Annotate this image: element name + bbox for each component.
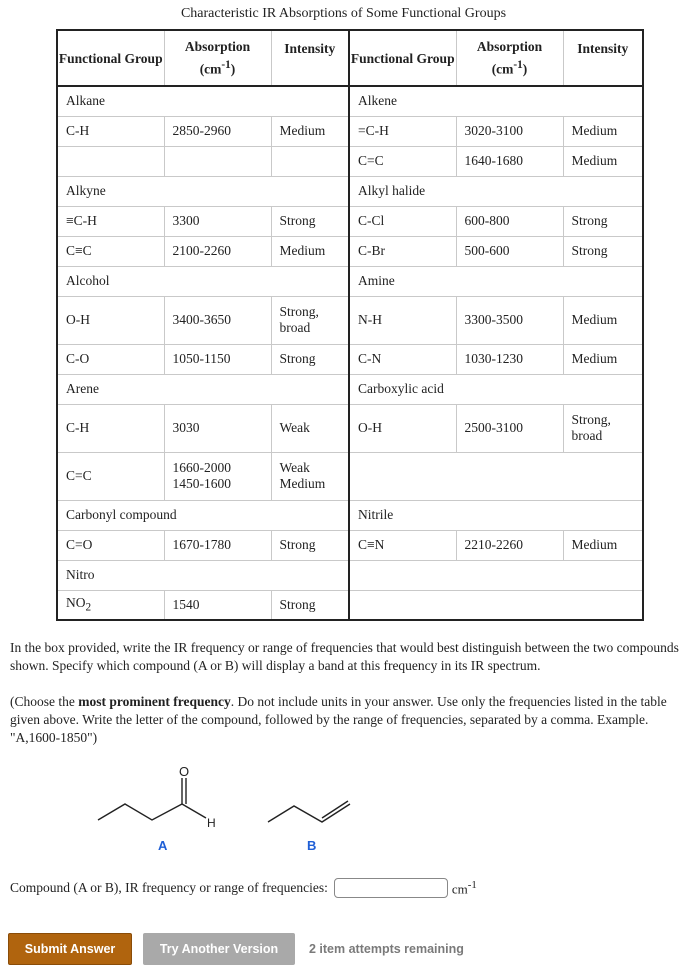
attempts-remaining: 2 item attempts remaining — [309, 942, 464, 956]
group-header-cell: Arene — [57, 374, 349, 404]
absorption-cell: 500-600 — [456, 236, 563, 266]
table-row — [57, 344, 643, 374]
absorption-cell: 3300-3500 — [456, 296, 563, 344]
compound-b-label: B — [307, 838, 317, 853]
functional-group-cell: C=O — [57, 530, 164, 560]
group-header-cell: Alkene — [349, 86, 643, 116]
absorption-cell: 600-800 — [456, 206, 563, 236]
table-row — [57, 176, 643, 206]
functional-group-cell: C-H — [57, 404, 164, 452]
header-absorption-right: Absorption $(cm^{-1})$ — [456, 30, 563, 86]
absorption-cell: 2210-2260 — [456, 530, 563, 560]
table-row — [57, 530, 643, 560]
intensity-cell: Weak — [271, 404, 349, 452]
table-row — [57, 116, 643, 146]
functional-group-cell: C-N — [349, 344, 456, 374]
empty-cell — [349, 590, 643, 620]
intensity-cell: Medium — [563, 344, 643, 374]
absorption-cell: 2100-2260 — [164, 236, 271, 266]
header-functional-group-right: Functional Group — [349, 30, 456, 86]
group-header-cell: Alkyl halide — [349, 176, 643, 206]
functional-group-cell: C-Cl — [349, 206, 456, 236]
intensity-cell: Medium — [563, 296, 643, 344]
absorption-cell: 3300 — [164, 206, 271, 236]
group-header-cell: Alkane — [57, 86, 349, 116]
table-row — [57, 500, 643, 530]
submit-answer-button[interactable]: Submit Answer — [8, 933, 132, 965]
intensity-cell: Medium — [271, 116, 349, 146]
empty-cell — [349, 452, 643, 500]
intensity-cell: Medium — [563, 116, 643, 146]
functional-group-cell — [57, 146, 164, 176]
functional-group-cell: C=C — [57, 452, 164, 500]
group-header-cell: Alkyne — [57, 176, 349, 206]
compound-a-structure — [98, 778, 206, 820]
intensity-cell: Strong — [271, 530, 349, 560]
intensity-cell: Medium — [563, 530, 643, 560]
intensity-cell: Strong — [563, 206, 643, 236]
intensity-cell: Strong, broad — [271, 296, 349, 344]
intensity-cell: Strong — [563, 236, 643, 266]
intensity-cell: Strong — [271, 344, 349, 374]
answer-input[interactable] — [334, 878, 448, 898]
functional-group-cell: C=C — [349, 146, 456, 176]
table-row — [57, 404, 643, 452]
absorption-cell: 3030 — [164, 404, 271, 452]
compound-a-label: A — [158, 838, 168, 853]
compound-b-structure — [268, 801, 350, 822]
table-row — [57, 146, 643, 176]
table-row — [57, 206, 643, 236]
functional-group-cell: ≡C-H — [57, 206, 164, 236]
intensity-cell — [271, 146, 349, 176]
table-row — [57, 266, 643, 296]
header-functional-group: Functional Group — [57, 30, 164, 86]
absorption-cell: 3400-3650 — [164, 296, 271, 344]
table-title: Characteristic IR Absorptions of Some Functional Groups — [180, 6, 507, 21]
answer-row — [10, 878, 477, 898]
absorption-cell: 1540 — [164, 590, 271, 620]
functional-group-cell: O-H — [57, 296, 164, 344]
ir-absorption-table — [56, 29, 644, 621]
table-row — [57, 86, 643, 116]
group-header-cell: Nitro — [57, 560, 349, 590]
intensity-cell: Medium — [271, 236, 349, 266]
intensity-cell: Weak Medium — [271, 452, 349, 500]
empty-cell — [349, 560, 643, 590]
absorption-cell: 1030-1230 — [456, 344, 563, 374]
table-row — [57, 296, 643, 344]
absorption-cell — [164, 146, 271, 176]
functional-group-cell: C≡N — [349, 530, 456, 560]
absorption-cell: 2850-2960 — [164, 116, 271, 146]
header-intensity-right: Intensity — [563, 30, 643, 86]
table-row — [57, 590, 643, 620]
answer-unit: $cm^{-1}$ — [451, 878, 477, 897]
header-intensity: Intensity — [271, 30, 349, 86]
absorption-cell: 1670-1780 — [164, 530, 271, 560]
table-row — [57, 236, 643, 266]
table-row — [57, 560, 643, 590]
intensity-cell: Strong — [271, 206, 349, 236]
functional-group-cell: $NO_2$ — [57, 590, 164, 620]
group-header-cell: Nitrile — [349, 500, 643, 530]
group-header-cell: Carboxylic acid — [349, 374, 643, 404]
functional-group-cell: C-Br — [349, 236, 456, 266]
functional-group-cell: N-H — [349, 296, 456, 344]
table-row — [57, 452, 643, 500]
try-another-version-button[interactable]: Try Another Version — [143, 933, 295, 965]
absorption-cell: 1660-2000 1450-1600 — [164, 452, 271, 500]
absorption-cell: 1050-1150 — [164, 344, 271, 374]
intensity-cell: Strong, broad — [563, 404, 643, 452]
absorption-cell: 1640-1680 — [456, 146, 563, 176]
functional-group-cell: C-H — [57, 116, 164, 146]
functional-group-cell: C-O — [57, 344, 164, 374]
absorption-cell: 2500-3100 — [456, 404, 563, 452]
functional-group-cell: =C-H — [349, 116, 456, 146]
header-absorption: Absorption $(cm^{-1})$ — [164, 30, 271, 86]
absorption-cell: 3020-3100 — [456, 116, 563, 146]
aldehyde-hydrogen-label: H — [207, 816, 216, 830]
intensity-cell: Medium — [563, 146, 643, 176]
group-header-cell: Carbonyl compound — [57, 500, 349, 530]
functional-group-cell: O-H — [349, 404, 456, 452]
table-row — [57, 374, 643, 404]
instructions-note: (Choose the most prominent frequency. Do not include units in your answer. Use only the frequencies listed in the table given above. Write the letter of the compound, followed by the range of frequencies, separated by a comma. Example. "A,1600-1850") — [10, 694, 667, 745]
carbonyl-oxygen-label: O — [179, 764, 190, 779]
group-header-cell: Amine — [349, 266, 643, 296]
group-header-cell: Alcohol — [57, 266, 349, 296]
molecule-structures — [90, 762, 390, 862]
functional-group-cell: C≡C — [57, 236, 164, 266]
answer-label: Compound (A or B), IR frequency or range of frequencies: — [10, 880, 328, 895]
intensity-cell: Strong — [271, 590, 349, 620]
instructions-paragraph: In the box provided, write the IR frequency or range of frequencies that would best distinguish between the two compounds shown. Specify which compound (A or B) will display a band at this frequency in its IR spectrum. — [10, 640, 679, 673]
